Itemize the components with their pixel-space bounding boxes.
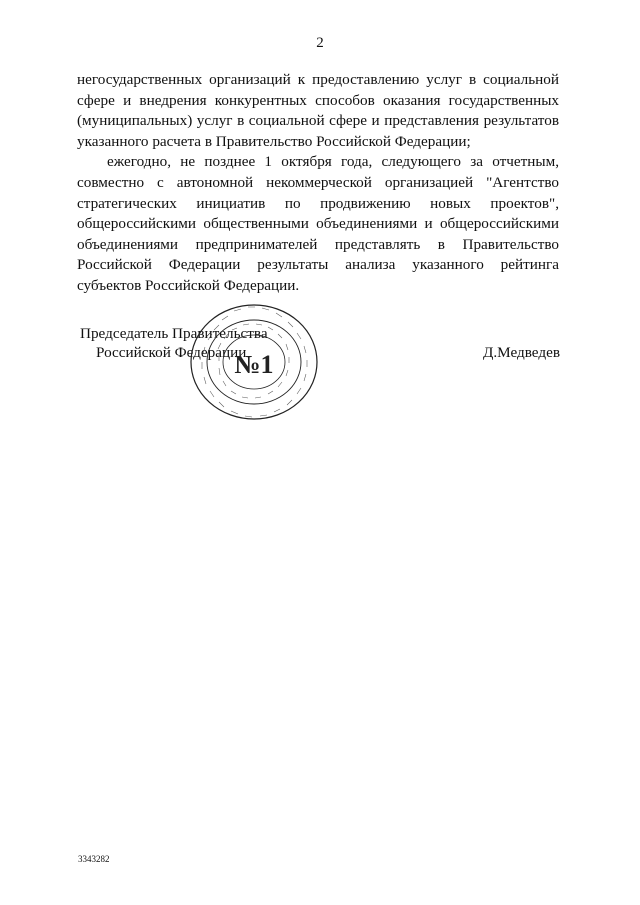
paragraph-2: ежегодно, не позднее 1 октября года, следующего за отчетным, совместно с автономной некоммерческой организацией "Агентство стратегических инициатив по продвижению новых проектов", общероссийскими общественными объединениями и общероссийскими объединениями предпринимателей представлять в Правительство Российской Федерации результаты анализа указанного рейтинга субъектов Российской Федерации. — [77, 153, 559, 294]
body-text — [77, 70, 559, 297]
paragraph-1: негосударственных организаций к предоставлению услуг в социальной сфере и внедрения конкурентных способов оказания государственных (муниципальных) услуг в социальной сфере и представления результатов указанного расчета в Правительство Российской Федерации; — [77, 71, 559, 150]
official-seal-icon — [188, 302, 320, 422]
signer-position-line1: Председатель Правительства — [80, 325, 268, 342]
document-id: 3343282 — [78, 854, 110, 864]
page-number: 2 — [316, 35, 324, 51]
signer-position-line2: Российской Федерации — [96, 344, 247, 361]
seal-number: №1 — [234, 350, 274, 379]
signer-name: Д.Медведев — [483, 344, 560, 361]
